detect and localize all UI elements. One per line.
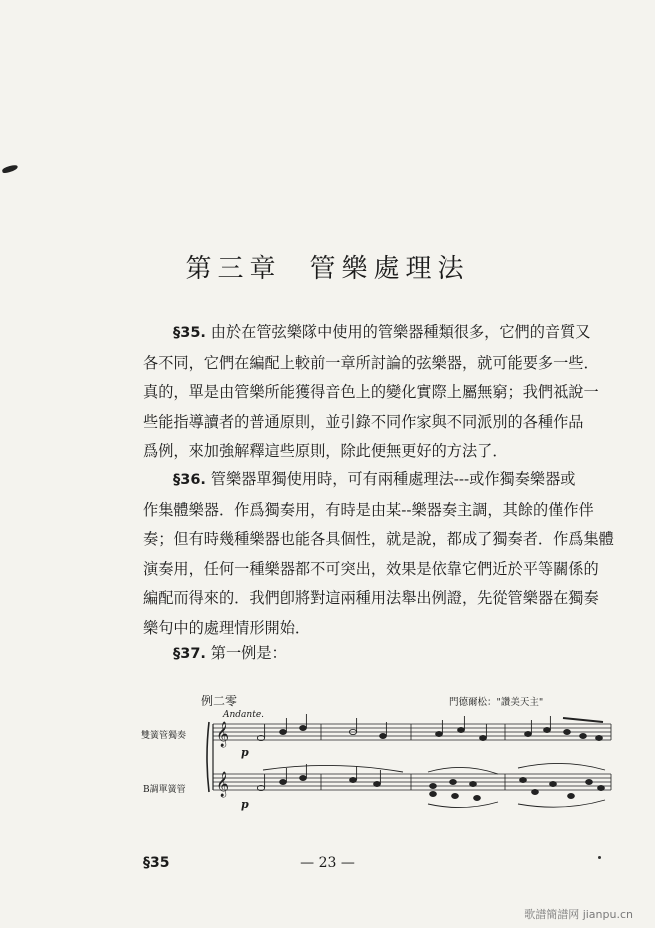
paragraph-line: §36. 管樂器單獨使用時，可有兩種處理法---或作獨奏樂器或: [173, 470, 576, 488]
paragraph-line: 奏；但有時幾種樂器也能各具個性，就是說，都成了獨奏者．作爲集體: [143, 530, 614, 548]
paragraph-line: 些能指導讀者的普通原則，並引錄不同作家與不同派別的各種作品: [143, 412, 584, 431]
running-section-ref: §35: [143, 855, 170, 871]
paragraph-37: [143, 639, 623, 670]
paragraph-line: 編配而得來的．我們卽將對這兩種用法舉出例證，先從管樂器在獨奏: [143, 589, 599, 607]
chapter-title: 管樂處理法: [309, 254, 470, 284]
example-label: 例二零: [201, 694, 238, 708]
instrument-label-clarinet: B調單簧管: [143, 785, 186, 795]
dynamic-marking: p: [241, 746, 249, 759]
paragraph-line: 各不同，它們在編配上較前一章所討論的弦樂器，就可能要多一些．: [143, 353, 599, 372]
score-staves: [143, 688, 613, 828]
margin-ink-mark: [2, 164, 19, 174]
instrument-label-oboe: 雙簧管獨奏: [141, 731, 187, 741]
ink-dot: [598, 856, 601, 859]
watermark-text: 歌譜簡譜网 jianpu.cn: [524, 908, 633, 921]
paragraph-line: §37. 第一例是：: [173, 644, 287, 662]
paragraph-line: 爲例，來加強解釋這些原則，除此便無更好的方法了．: [143, 442, 508, 460]
composer-credit: 門德爾松："讚美天主": [449, 697, 544, 708]
paragraph-line: 作集體樂器．作爲獨奏用，有時是由某--樂器奏主調，其餘的僅作伴: [143, 500, 594, 519]
section-number: §36.: [173, 472, 206, 488]
paragraph-line: 樂句中的處理情形開始．: [143, 618, 311, 637]
page-number: — 23 —: [300, 855, 355, 871]
music-score-example: [143, 688, 613, 828]
paragraph-35: [143, 318, 623, 467]
dynamic-marking: p: [241, 798, 249, 811]
paragraph-line: 演奏用，任何一種樂器都不可突出，效果是依靠它們近於平等關係的: [143, 559, 599, 578]
section-number: §35.: [173, 325, 206, 341]
svg-text:𝄞: 𝄞: [216, 772, 230, 797]
tempo-marking: Andante.: [223, 710, 265, 720]
chapter-number: 第三章: [185, 254, 282, 284]
svg-text:𝄞: 𝄞: [216, 722, 230, 747]
section-number: §37.: [173, 646, 206, 662]
chapter-heading: [0, 248, 655, 285]
paragraph-line: §35. 由於在管弦樂隊中使用的管樂器種類很多，它們的音質又: [173, 323, 591, 341]
paragraph-line: 真的，單是由管樂所能獲得音色上的變化實際上屬無窮；我們祗說一: [143, 383, 599, 401]
paragraph-36: [143, 465, 623, 643]
